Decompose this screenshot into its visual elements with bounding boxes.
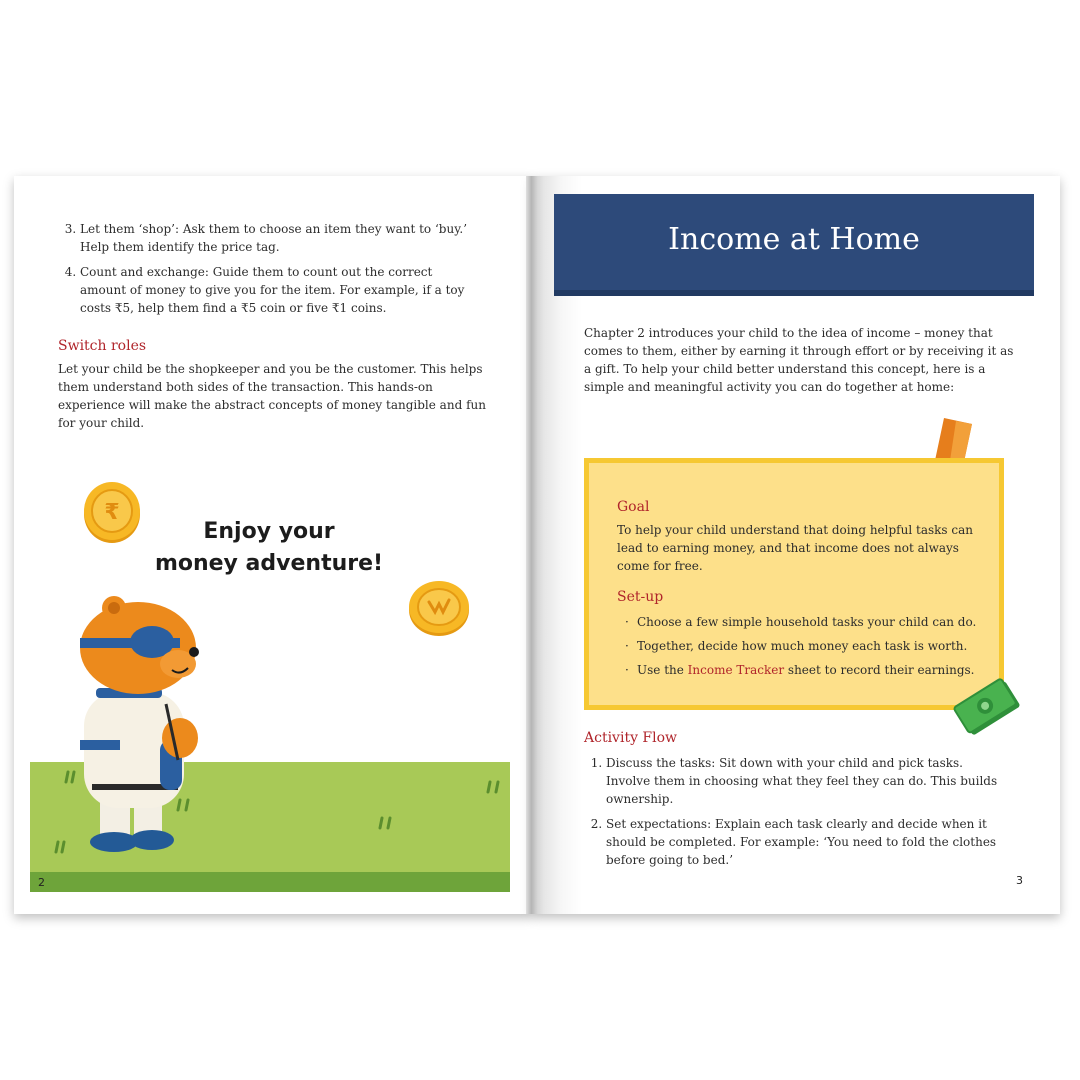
setup-heading: Set-up <box>617 589 664 605</box>
right-page <box>532 176 1060 914</box>
adventure-line-1: Enjoy your <box>203 519 335 544</box>
rupee-coin-icon <box>82 480 142 544</box>
switch-roles-text: Let your child be the shopkeeper and you be the customer. This helps them understand both sides of the transaction. This hands-on experience will make the abstract concepts of money tangible and fun for your child. <box>58 362 486 430</box>
svg-text:₹: ₹ <box>104 500 120 525</box>
intro-paragraph: Chapter 2 introduces your child to the idea of income – money that comes to them, either by earning it through effort or by receiving it as a gift. To help your child better understand this concept, here is a simple and meaningful activity you can do together at home: <box>584 326 1014 394</box>
goal-heading: Goal <box>617 499 650 515</box>
setup-item-suffix: sheet to record their earnings. <box>784 663 975 677</box>
adventure-message <box>144 516 394 580</box>
shopping-steps-list <box>58 220 478 324</box>
title-banner <box>554 194 1034 296</box>
activity-flow-heading: Activity Flow <box>584 730 678 746</box>
step-item: 3. Let them ‘shop’: Ask them to choose an item they want to ‘buy.’ Help them identify the price tag. <box>80 220 478 256</box>
book-spine <box>526 176 538 914</box>
bear-illustration <box>72 592 212 854</box>
activity-note-card <box>584 458 1004 710</box>
step-item: 4. Count and exchange: Guide them to count out the correct amount of money to give you for the item. For example, if a toy costs ₹5, help them find a ₹5 coin or five ₹1 coins. <box>80 263 478 317</box>
switch-roles-heading: Switch roles <box>58 338 147 354</box>
page-number-left: 2 <box>38 876 45 889</box>
setup-item: · Choose a few simple household tasks your child can do. <box>625 613 995 631</box>
setup-item-prefix: Use the <box>637 663 688 677</box>
mv-coin-icon <box>408 578 470 638</box>
goal-text: To help your child understand that doing helpful tasks can lead to earning money, and that income does not always come for free. <box>617 523 973 573</box>
activity-step: 1. Discuss the tasks: Sit down with your child and pick tasks. Involve them in choosing what they feel they can do. This builds ownership. <box>606 754 1004 808</box>
page-number-right: 3 <box>1016 874 1023 887</box>
grass-strip <box>30 872 510 892</box>
activity-steps-list <box>584 754 1004 876</box>
adventure-line-2: money adventure! <box>154 551 384 576</box>
income-tracker-link: Income Tracker <box>687 663 785 677</box>
setup-item: · Together, decide how much money each task is worth. <box>625 637 995 655</box>
setup-list <box>625 613 995 685</box>
setup-item <box>625 661 995 679</box>
activity-step: 2. Set expectations: Explain each task clearly and decide when it should be completed. For example: ‘You need to fold the clothes before going to bed.’ <box>606 815 1004 869</box>
left-page <box>14 176 532 914</box>
cash-bundle-icon <box>952 676 1022 738</box>
page-title: Income at Home <box>668 222 920 257</box>
